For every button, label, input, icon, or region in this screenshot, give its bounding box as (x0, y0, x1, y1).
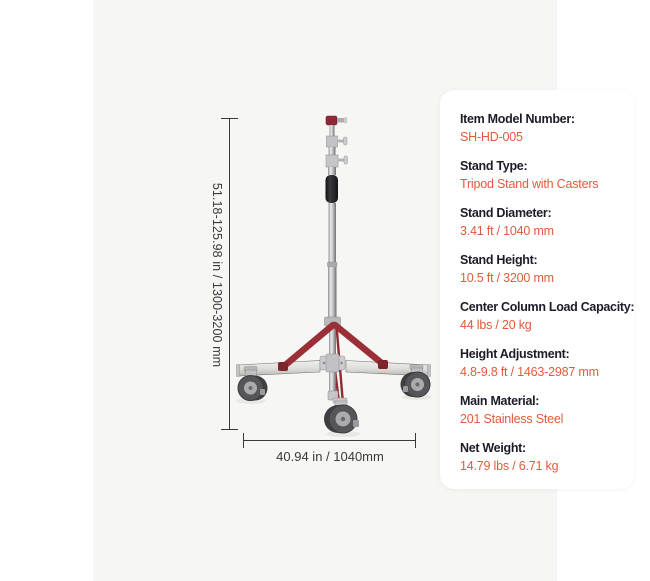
spec-label: Main Material: (460, 394, 540, 408)
spec-row (460, 298, 635, 334)
spec-label: Stand Type: (460, 159, 528, 173)
width-dimension-tick-left (243, 433, 244, 448)
width-dimension-line (244, 440, 416, 441)
spec-row (460, 110, 628, 146)
spec-row (460, 392, 628, 428)
spec-value: 44 lbs / 20 kg (460, 318, 532, 332)
center-hub (320, 354, 345, 372)
stand-top-knob (326, 116, 347, 125)
spec-label: Stand Height: (460, 253, 538, 267)
spec-value: 4.8-9.8 ft / 1463-2987 mm (460, 365, 599, 379)
stand-grip-head (326, 125, 348, 175)
spec-label: Stand Diameter: (460, 206, 552, 220)
spec-label: Height Adjustment: (460, 347, 570, 361)
product-image-area (93, 0, 635, 581)
spec-label: Center Column Load Capacity: (460, 300, 635, 314)
stand-pole (328, 203, 338, 317)
tripod-stand-figure (233, 110, 443, 445)
spec-value: Tripod Stand with Casters (460, 177, 599, 191)
height-dimension-tick-bottom (221, 429, 238, 430)
stand-grip (326, 175, 339, 203)
spec-label: Net Weight: (460, 441, 526, 455)
height-dimension-tick-top (221, 118, 238, 119)
spec-value: 14.79 lbs / 6.71 kg (460, 459, 559, 473)
spec-value: 3.41 ft / 1040 mm (460, 224, 554, 238)
height-dimension-label: 51.18-125.98 in / 1300-3200 mm (210, 182, 224, 368)
spec-row (460, 345, 628, 381)
width-dimension-tick-right (415, 433, 416, 448)
width-dimension-label: 40.94 in / 1040mm (276, 449, 384, 464)
spec-card (440, 90, 634, 489)
spec-value: 10.5 ft / 3200 mm (460, 271, 554, 285)
caster-front (324, 398, 359, 433)
spec-value: SH-HD-005 (460, 130, 523, 144)
spec-row (460, 157, 628, 193)
spec-row (460, 251, 628, 287)
height-dimension-line (229, 119, 230, 430)
spec-row (460, 439, 628, 475)
spec-value: 201 Stainless Steel (460, 412, 564, 426)
spec-row (460, 204, 628, 240)
spec-label: Item Model Number: (460, 112, 575, 126)
